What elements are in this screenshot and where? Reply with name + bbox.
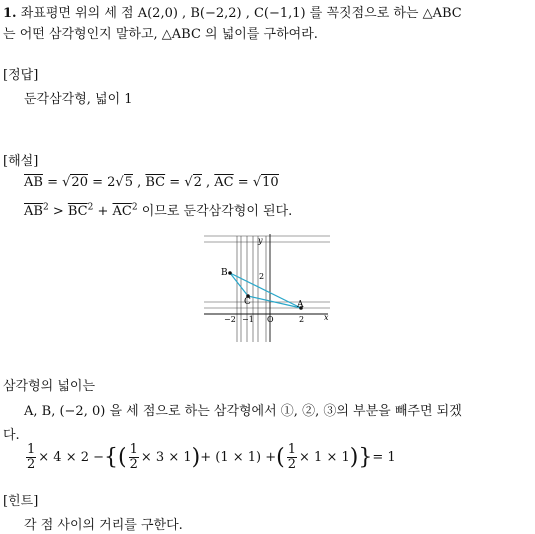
segment-ac-2: $\overline{AC}$: [112, 204, 132, 219]
separator: ,: [201, 175, 215, 190]
formula-part-2: × 3 × 1: [140, 449, 192, 465]
brace-open: {: [104, 444, 119, 470]
sqrt-10: 10: [262, 175, 279, 190]
x-axis-label: x: [324, 313, 329, 322]
answer-text: 둔각삼각형, 넓이 1: [24, 92, 133, 107]
explanation-heading: [해설]: [3, 154, 39, 169]
coordinate-graph: [200, 230, 335, 350]
separator: ,: [132, 175, 146, 190]
formula-part-1: × 4 × 2 −: [38, 449, 105, 465]
brace-close: }: [358, 444, 373, 470]
equals-2: = 2: [92, 175, 116, 190]
segment-ab: $\overline{AB}$: [24, 175, 43, 190]
origin-label: O: [267, 315, 274, 324]
problem-line-1: [3, 2, 462, 21]
area-line-1: A, B, (−2, 0) 을 세 점으로 하는 삼각형에서 ①, ②, ③의 부분을 빼주면 되겠: [24, 404, 462, 419]
sqrt-20: 20: [71, 175, 88, 190]
fraction-half: [287, 443, 297, 472]
y-tick-2: 2: [259, 272, 265, 281]
label-c: C: [244, 297, 251, 307]
equals: =: [237, 175, 253, 190]
sqrt-5: 5: [124, 175, 133, 190]
plus: +: [93, 204, 113, 219]
fraction-denominator: 2: [287, 456, 297, 472]
answer-heading: [정답]: [3, 68, 39, 83]
area-line-2: 다.: [3, 428, 20, 443]
formula-result: = 1: [372, 449, 396, 465]
equals: =: [47, 175, 63, 190]
explanation-line-2: [24, 200, 292, 219]
square-exponent: 2: [131, 202, 138, 213]
hint-text: 각 점 사이의 거리를 구한다.: [24, 518, 183, 533]
square-exponent: 2: [42, 202, 49, 213]
paren-open: (: [118, 444, 127, 470]
segment-bc: $\overline{BC}$: [145, 175, 166, 190]
greater-than: >: [48, 204, 68, 219]
explanation-conclusion: 이므로 둔각삼각형이 된다.: [137, 204, 293, 219]
problem-text-1: 좌표평면 위의 세 점 A(2,0) , B(−2,2) , C(−1,1) 를 꼭짓점으로 하는 △ABC: [20, 6, 462, 21]
label-b: B: [221, 268, 228, 278]
equals: =: [169, 175, 185, 190]
y-axis-label: y: [258, 236, 263, 245]
hint-heading: [힌트]: [3, 494, 39, 509]
problem-line-2: 는 어떤 삼각형인지 말하고, △ABC 의 넓이를 구하여라.: [3, 27, 318, 42]
area-heading: 삼각형의 넓이는: [3, 379, 96, 394]
triangle-abc: [230, 273, 301, 308]
formula-part-4: × 1 × 1: [299, 449, 350, 465]
fraction-numerator: 1: [27, 441, 36, 457]
sqrt-sign: √: [115, 175, 124, 190]
fraction-half: [26, 443, 36, 472]
fraction-numerator: 1: [129, 441, 138, 457]
fraction-numerator: 1: [287, 441, 297, 457]
formula-part-3: + (1 × 1) +: [200, 449, 277, 465]
fraction-half: [129, 443, 139, 472]
x-tick-2: 2: [299, 315, 305, 324]
paren-open: (: [276, 444, 285, 470]
segment-ab-2: $\overline{AB}$: [24, 204, 43, 219]
explanation-line-1: [24, 175, 279, 190]
sqrt-sign: √: [184, 175, 193, 190]
label-a: A: [297, 300, 304, 310]
sqrt-sign: √: [62, 175, 71, 190]
fraction-denominator: 2: [129, 456, 138, 472]
paren-close: ): [349, 444, 359, 470]
sqrt-2: 2: [193, 175, 202, 190]
sqrt-sign: √: [252, 175, 262, 190]
problem-number: 1.: [3, 6, 17, 21]
segment-bc-2: $\overline{BC}$: [67, 204, 88, 219]
square-exponent: 2: [87, 202, 94, 213]
segment-ac: $\overline{AC}$: [214, 175, 234, 190]
fraction-denominator: 2: [27, 456, 36, 472]
paren-close: ): [191, 444, 201, 470]
grid-lines: [204, 236, 330, 342]
area-formula: [24, 440, 396, 474]
x-tick-neg1: −1: [242, 315, 254, 324]
point-b: [228, 271, 232, 275]
x-tick-neg2: −2: [224, 315, 236, 324]
